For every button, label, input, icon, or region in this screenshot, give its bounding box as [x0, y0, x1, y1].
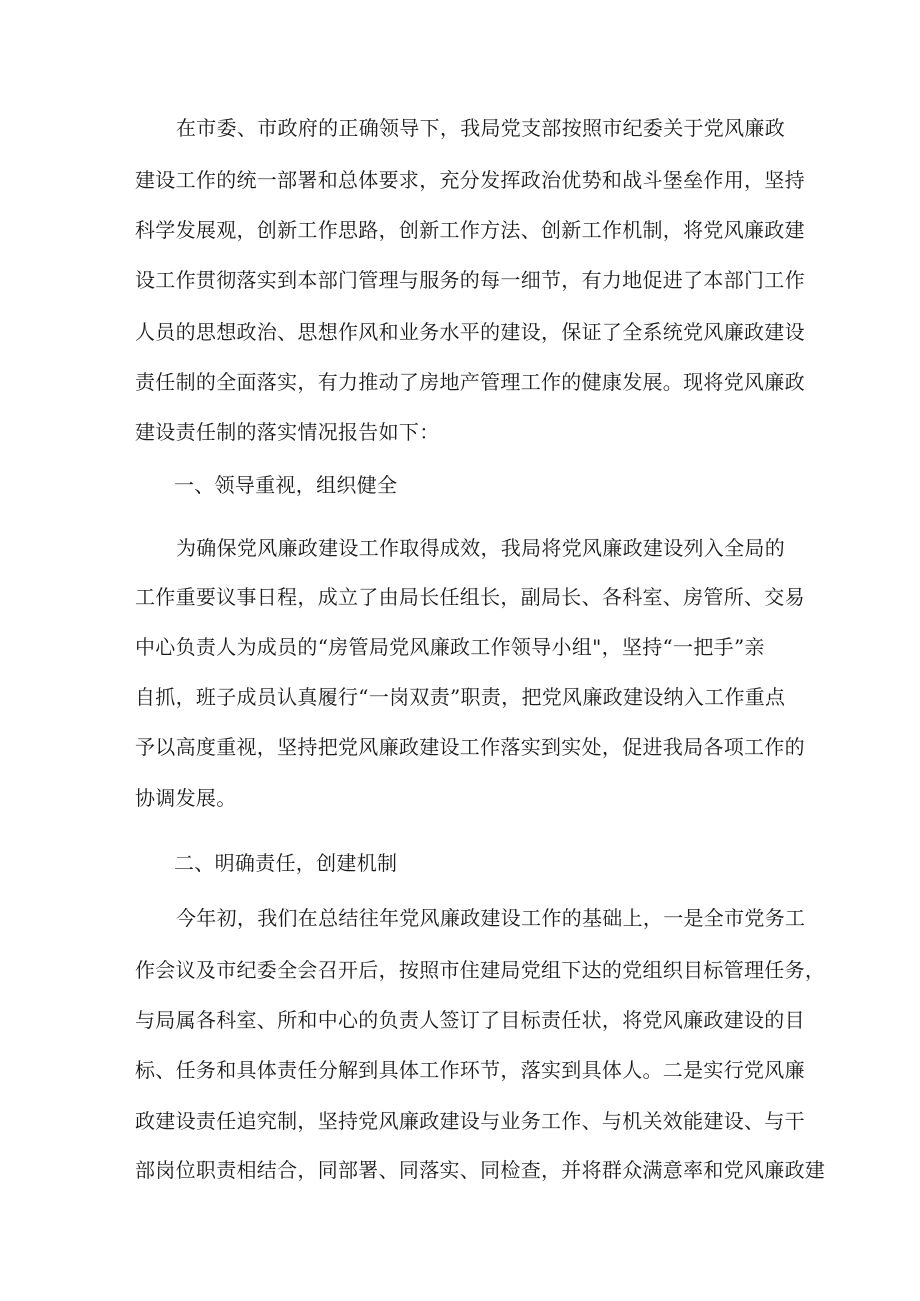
section1-line-1: 为确保党风廉政建设工作取得成效，我局将党风廉政建设列入全局的 — [176, 536, 785, 560]
section1-line-4: 自抓，班子成员认真履行“一岗双责”职责，把党风廉政建设纳入工作重点 — [135, 685, 786, 709]
section2-line-5: 政建设责任追究制，坚持党风廉政建设与业务工作、与机关效能建设、与干 — [135, 1109, 805, 1133]
intro-line-5: 人员的思想政治、思想作风和业务水平的建设，保证了全系统党风廉政建设 — [135, 320, 805, 344]
section-heading-2: 二、明确责任，创建机制 — [174, 851, 398, 875]
section2-line-4: 标、任务和具体责任分解到具体工作环节，落实到具体人。二是实行党风廉 — [135, 1058, 805, 1082]
section2-line-6: 部岗位职责相结合，同部署、同落实、同检查，并将群众满意率和党风廉政建 — [135, 1158, 826, 1182]
section2-line-3: 与局属各科室、所和中心的负责人签订了目标责任状，将党风廉政建设的目 — [135, 1008, 805, 1032]
section1-line-6: 协调发展。 — [135, 786, 237, 810]
intro-line-1: 在市委、市政府的正确领导下，我局党支部按照市纪委关于党风廉政 — [176, 116, 785, 140]
section2-line-1: 今年初，我们在总结往年党风廉政建设工作的基础上，一是全市党务工 — [176, 906, 806, 930]
intro-line-6: 责任制的全面落实，有力推动了房地产管理工作的健康发展。现将党风廉政 — [135, 370, 805, 394]
section2-line-2: 作会议及市纪委全会召开后，按照市住建局党组下达的党组织目标管理任务， — [135, 958, 826, 982]
intro-line-2: 建设工作的统一部署和总体要求，充分发挥政治优势和战斗堡垒作用，坚持 — [135, 168, 805, 192]
intro-line-3: 科学发展观，创新工作思路，创新工作方法、创新工作机制，将党风廉政建 — [135, 218, 805, 242]
section1-line-5: 予以高度重视，坚持把党风廉政建设工作落实到实处，促进我局各项工作的 — [135, 735, 805, 759]
section-heading-1: 一、领导重视，组织健全 — [174, 473, 398, 497]
section1-line-3: 中心负责人为成员的“房管局党风廉政工作领导小组"，坚持“一把手”亲 — [135, 635, 765, 659]
section1-line-2: 工作重要议事日程，成立了由局长任组长，副局长、各科室、房管所、交易 — [135, 585, 805, 609]
intro-line-4: 设工作贯彻落实到本部门管理与服务的每一细节，有力地促进了本部门工作 — [135, 268, 805, 292]
intro-line-7: 建设责任制的落实情况报告如下： — [135, 420, 440, 444]
